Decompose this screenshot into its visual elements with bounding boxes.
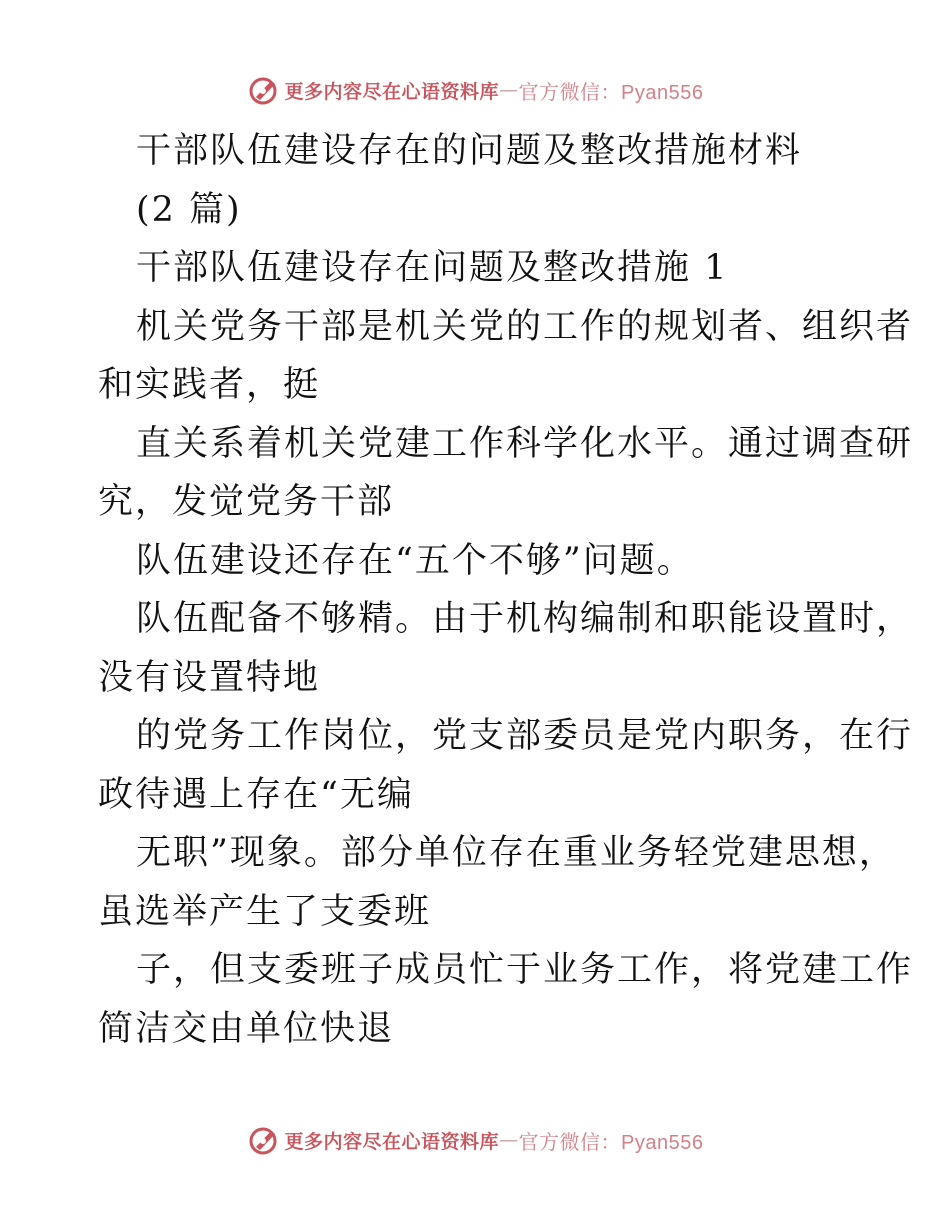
watermark-brand: 更多内容尽在心语资料库 xyxy=(284,80,500,103)
document-title: 干部队伍建设存在的问题及整改措施材料 xyxy=(136,131,803,171)
paragraph-line: 队伍配备不够精。由于机构编制和职能设置时， xyxy=(136,599,914,639)
paragraph-line: 政待遇上存在“无编 xyxy=(98,774,414,815)
paragraph-line: 无职”现象。部分单位存在重业务轻党建思想， xyxy=(136,833,896,873)
paragraph-line: 虽选举产生了支委班 xyxy=(98,891,432,932)
watermark-separator: — xyxy=(499,79,519,101)
paragraph-line: 子，但支委班子成员忙于业务工作，将党建工作 xyxy=(136,950,914,990)
watermark-separator: — xyxy=(499,1129,519,1151)
paragraph-line: 和实践者，挺 xyxy=(98,365,321,405)
paragraph-line: 直关系着机关党建工作科学化水平。通过调查研 xyxy=(136,423,914,464)
paragraph-line: 队伍建设还存在“五个不够”问题。 xyxy=(136,540,694,581)
paragraph-line: 机关党务干部是机关党的工作的规划者、组织者 xyxy=(136,306,914,347)
watermark-brand: 更多内容尽在心语资料库 xyxy=(284,1130,500,1153)
paragraph-line: 的党务工作岗位，党支部委员是党内职务，在行 xyxy=(136,716,914,756)
document-subtitle: (2 篇) xyxy=(136,189,242,230)
paragraph-line: 究，发觉党务干部 xyxy=(98,482,395,522)
watermark-account: 官方微信：Pyan556 xyxy=(518,81,704,104)
section-heading: 干部队伍建设存在问题及整改措施 1 xyxy=(136,248,729,288)
document-body xyxy=(98,122,914,1058)
pen-logo-icon xyxy=(247,73,281,107)
watermark-header xyxy=(0,70,950,110)
paragraph-line: 简洁交由单位快退 xyxy=(98,1008,395,1049)
pen-logo-icon xyxy=(247,1123,281,1157)
watermark-footer xyxy=(0,1120,950,1160)
paragraph-line: 没有设置特地 xyxy=(98,657,321,698)
watermark-account: 官方微信：Pyan556 xyxy=(518,1131,704,1154)
